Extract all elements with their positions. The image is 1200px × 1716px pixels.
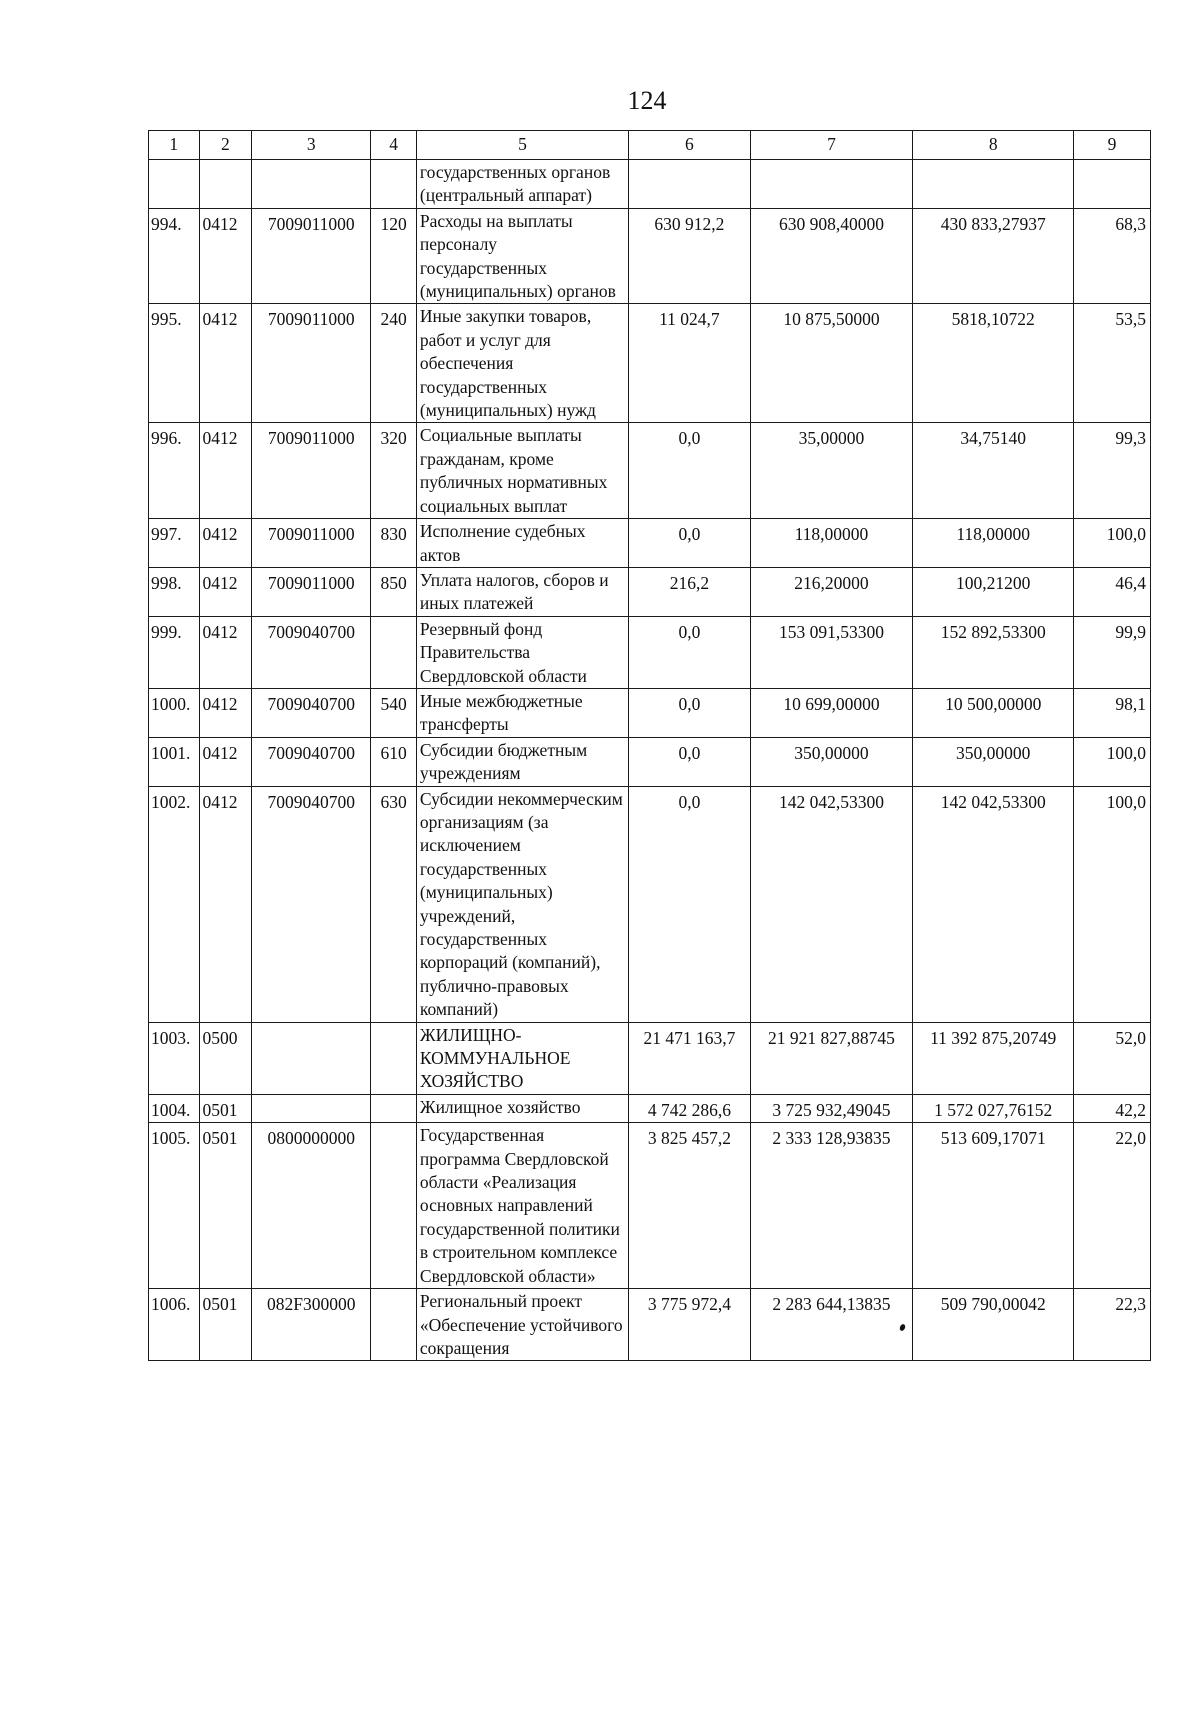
planned-cell: 0,0 xyxy=(629,616,750,688)
revised-cell: 118,00000 xyxy=(750,519,913,568)
revised-cell: 3 725 932,49045 xyxy=(750,1094,913,1122)
table-row xyxy=(149,737,1151,786)
row-number-cell: 999. xyxy=(149,616,200,688)
executed-cell xyxy=(913,160,1074,209)
revised-cell: 21 921 827,88745 xyxy=(750,1022,913,1094)
row-number-cell: 995. xyxy=(149,304,200,423)
revised-cell: 35,00000 xyxy=(750,423,913,519)
percent-cell: 98,1 xyxy=(1074,688,1151,737)
table-row xyxy=(149,1289,1151,1361)
planned-cell: 630 912,2 xyxy=(629,208,750,304)
table-row xyxy=(149,160,1151,209)
executed-cell: 350,00000 xyxy=(913,737,1074,786)
target-article-cell: 7009040700 xyxy=(252,737,371,786)
table-row xyxy=(149,423,1151,519)
target-article-cell xyxy=(252,1094,371,1122)
executed-cell: 152 892,53300 xyxy=(913,616,1074,688)
executed-cell: 509 790,00042 xyxy=(913,1289,1074,1361)
target-article-cell: 7009011000 xyxy=(252,208,371,304)
planned-cell: 0,0 xyxy=(629,519,750,568)
description-cell: Резервный фонд Правительства Свердловской области xyxy=(416,616,628,688)
description-cell: ЖИЛИЩНО-КОММУНАЛЬНОЕ ХОЗЯЙСТВО xyxy=(416,1022,628,1094)
description-cell: Иные закупки товаров, работ и услуг для обеспечения государственных (муниципальных) нужд xyxy=(416,304,628,423)
target-article-cell: 7009011000 xyxy=(252,567,371,616)
planned-cell: 0,0 xyxy=(629,737,750,786)
row-number-cell: 1002. xyxy=(149,786,200,1022)
table-row xyxy=(149,519,1151,568)
percent-cell: 53,5 xyxy=(1074,304,1151,423)
row-number-cell xyxy=(149,160,200,209)
percent-cell: 52,0 xyxy=(1074,1022,1151,1094)
executed-cell: 430 833,27937 xyxy=(913,208,1074,304)
percent-cell xyxy=(1074,160,1151,209)
executed-cell: 118,00000 xyxy=(913,519,1074,568)
section-code-cell: 0412 xyxy=(199,688,252,737)
target-article-cell: 7009011000 xyxy=(252,423,371,519)
section-code-cell: 0412 xyxy=(199,423,252,519)
section-code-cell: 0412 xyxy=(199,567,252,616)
revised-cell: 216,20000 xyxy=(750,567,913,616)
planned-cell: 216,2 xyxy=(629,567,750,616)
target-article-cell xyxy=(252,1022,371,1094)
row-number-cell: 998. xyxy=(149,567,200,616)
planned-cell: 21 471 163,7 xyxy=(629,1022,750,1094)
column-header: 5 xyxy=(416,131,628,160)
expense-type-cell xyxy=(371,1022,416,1094)
planned-cell: 3 825 457,2 xyxy=(629,1123,750,1289)
row-number-cell: 1005. xyxy=(149,1123,200,1289)
column-header: 6 xyxy=(629,131,750,160)
section-code-cell: 0412 xyxy=(199,519,252,568)
target-article-cell: 7009040700 xyxy=(252,688,371,737)
executed-cell: 5818,10722 xyxy=(913,304,1074,423)
revised-cell: 10 699,00000 xyxy=(750,688,913,737)
table-body xyxy=(149,160,1151,1361)
planned-cell xyxy=(629,160,750,209)
section-code-cell: 0501 xyxy=(199,1094,252,1122)
row-number-cell: 1000. xyxy=(149,688,200,737)
expense-type-cell xyxy=(371,1094,416,1122)
expense-type-cell xyxy=(371,160,416,209)
percent-cell: 100,0 xyxy=(1074,519,1151,568)
percent-cell: 99,3 xyxy=(1074,423,1151,519)
expense-type-cell: 240 xyxy=(371,304,416,423)
executed-cell: 1 572 027,76152 xyxy=(913,1094,1074,1122)
percent-cell: 99,9 xyxy=(1074,616,1151,688)
table-row xyxy=(149,208,1151,304)
planned-cell: 11 024,7 xyxy=(629,304,750,423)
expense-type-cell xyxy=(371,1289,416,1361)
section-code-cell: 0501 xyxy=(199,1123,252,1289)
planned-cell: 0,0 xyxy=(629,688,750,737)
column-header: 2 xyxy=(199,131,252,160)
expense-type-cell: 540 xyxy=(371,688,416,737)
section-code-cell: 0500 xyxy=(199,1022,252,1094)
percent-cell: 100,0 xyxy=(1074,737,1151,786)
header-row xyxy=(149,131,1151,160)
row-number-cell: 1001. xyxy=(149,737,200,786)
description-cell: Иные межбюджетные трансферты xyxy=(416,688,628,737)
table-row xyxy=(149,616,1151,688)
table-row xyxy=(149,1022,1151,1094)
row-number-cell: 997. xyxy=(149,519,200,568)
revised-cell: 350,00000 xyxy=(750,737,913,786)
executed-cell: 142 042,53300 xyxy=(913,786,1074,1022)
expense-type-cell: 850 xyxy=(371,567,416,616)
section-code-cell: 0412 xyxy=(199,786,252,1022)
target-article-cell xyxy=(252,160,371,209)
expense-type-cell: 630 xyxy=(371,786,416,1022)
percent-cell: 46,4 xyxy=(1074,567,1151,616)
column-header: 9 xyxy=(1074,131,1151,160)
target-article-cell: 082F300000 xyxy=(252,1289,371,1361)
executed-cell: 34,75140 xyxy=(913,423,1074,519)
planned-cell: 0,0 xyxy=(629,786,750,1022)
revised-cell xyxy=(750,160,913,209)
table-row xyxy=(149,786,1151,1022)
column-header: 7 xyxy=(750,131,913,160)
revised-cell: 630 908,40000 xyxy=(750,208,913,304)
table-row xyxy=(149,567,1151,616)
section-code-cell xyxy=(199,160,252,209)
description-cell: Субсидии некоммерческим организациям (за исключением государственных (муниципальных) учреждений, государственных корпораций (компаний), публично-правовых компаний) xyxy=(416,786,628,1022)
description-cell: Государственная программа Свердловской области «Реализация основных направлений государственной политики в строительном комплексе Свердловской области» xyxy=(416,1123,628,1289)
expense-type-cell: 320 xyxy=(371,423,416,519)
row-number-cell: 1003. xyxy=(149,1022,200,1094)
row-number-cell: 1006. xyxy=(149,1289,200,1361)
executed-cell: 100,21200 xyxy=(913,567,1074,616)
section-code-cell: 0501 xyxy=(199,1289,252,1361)
target-article-cell: 7009011000 xyxy=(252,304,371,423)
percent-cell: 100,0 xyxy=(1074,786,1151,1022)
row-number-cell: 996. xyxy=(149,423,200,519)
target-article-cell: 7009040700 xyxy=(252,616,371,688)
column-header: 3 xyxy=(252,131,371,160)
revised-cell: 142 042,53300 xyxy=(750,786,913,1022)
percent-cell: 22,3 xyxy=(1074,1289,1151,1361)
table-row xyxy=(149,688,1151,737)
description-cell: Региональный проект «Обеспечение устойчивого сокращения xyxy=(416,1289,628,1361)
percent-cell: 68,3 xyxy=(1074,208,1151,304)
expense-type-cell xyxy=(371,616,416,688)
revised-cell: 2 283 644,13835 xyxy=(750,1289,913,1361)
column-header: 8 xyxy=(913,131,1074,160)
column-header: 4 xyxy=(371,131,416,160)
column-header: 1 xyxy=(149,131,200,160)
description-cell: Жилищное хозяйство xyxy=(416,1094,628,1122)
section-code-cell: 0412 xyxy=(199,208,252,304)
section-code-cell: 0412 xyxy=(199,616,252,688)
revised-cell: 2 333 128,93835 xyxy=(750,1123,913,1289)
expense-type-cell: 830 xyxy=(371,519,416,568)
row-number-cell: 994. xyxy=(149,208,200,304)
revised-cell: 153 091,53300 xyxy=(750,616,913,688)
planned-cell: 0,0 xyxy=(629,423,750,519)
executed-cell: 513 609,17071 xyxy=(913,1123,1074,1289)
planned-cell: 3 775 972,4 xyxy=(629,1289,750,1361)
section-code-cell: 0412 xyxy=(199,304,252,423)
percent-cell: 22,0 xyxy=(1074,1123,1151,1289)
description-cell: Расходы на выплаты персоналу государственных (муниципальных) органов xyxy=(416,208,628,304)
expense-type-cell: 610 xyxy=(371,737,416,786)
table-row xyxy=(149,1094,1151,1122)
page-number: 124 xyxy=(627,86,667,115)
table-row xyxy=(149,304,1151,423)
description-cell: государственных органов (центральный аппарат) xyxy=(416,160,628,209)
description-cell: Субсидии бюджетным учреждениям xyxy=(416,737,628,786)
expense-type-cell: 120 xyxy=(371,208,416,304)
budget-table xyxy=(148,130,1151,1361)
description-cell: Уплата налогов, сборов и иных платежей xyxy=(416,567,628,616)
table-row xyxy=(149,1123,1151,1289)
row-number-cell: 1004. xyxy=(149,1094,200,1122)
section-code-cell: 0412 xyxy=(199,737,252,786)
revised-cell: 10 875,50000 xyxy=(750,304,913,423)
description-cell: Исполнение судебных актов xyxy=(416,519,628,568)
target-article-cell: 7009011000 xyxy=(252,519,371,568)
executed-cell: 11 392 875,20749 xyxy=(913,1022,1074,1094)
executed-cell: 10 500,00000 xyxy=(913,688,1074,737)
planned-cell: 4 742 286,6 xyxy=(629,1094,750,1122)
description-cell: Социальные выплаты гражданам, кроме публичных нормативных социальных выплат xyxy=(416,423,628,519)
percent-cell: 42,2 xyxy=(1074,1094,1151,1122)
target-article-cell: 7009040700 xyxy=(252,786,371,1022)
target-article-cell: 0800000000 xyxy=(252,1123,371,1289)
expense-type-cell xyxy=(371,1123,416,1289)
